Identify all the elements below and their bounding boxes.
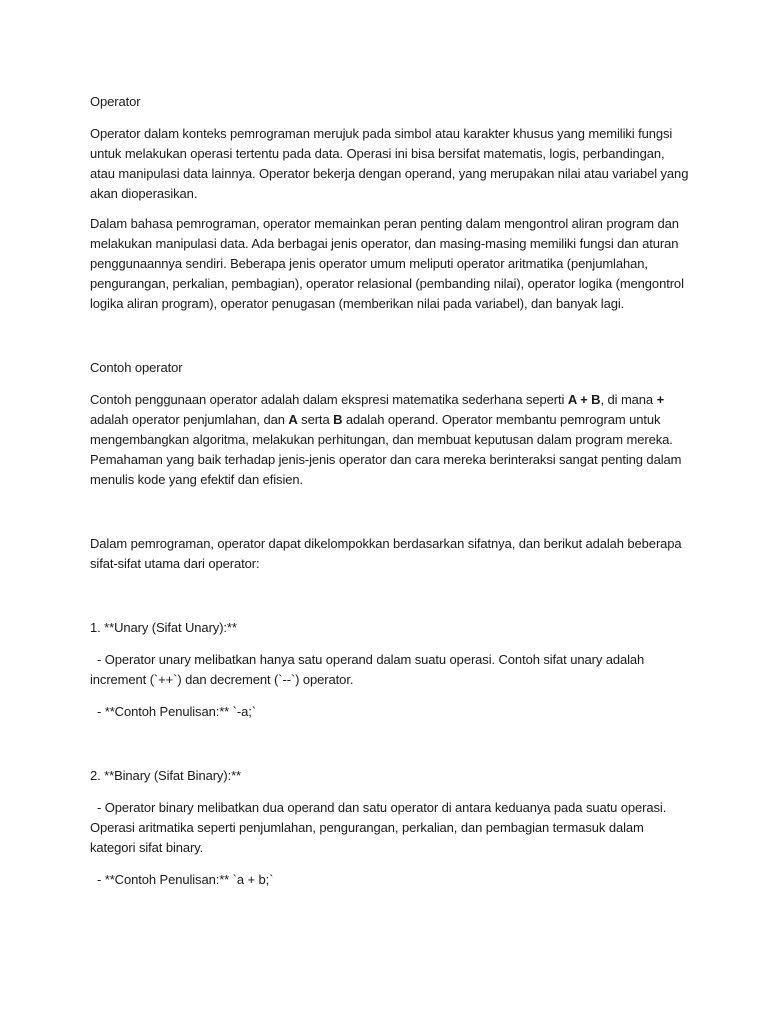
paragraph-example-text: Contoh penggunaan operator adalah dalam ekspresi matematika sederhana seperti [90,392,568,407]
unary-example: - **Contoh Penulisan:** `-a;` [90,704,256,719]
operand-a-bold: A [288,412,298,427]
document-body [90,92,690,890]
binary-description: - Operator binary melibatkan dua operand dan satu operator di antara keduanya pada suatu operasi. Operasi aritmatika seperti penjumlahan, pengurangan, perkalian, dan pembagian termasuk dalam kategori sifat binary. [90,800,667,855]
paragraph-example-text: adalah operator penjumlahan, dan [90,412,289,427]
plus-operator-bold: + [656,392,665,407]
expression-bold: A + B [567,392,601,407]
paragraph-definition: Operator dalam konteks pemrograman merujuk pada simbol atau karakter khusus yang memiliki fungsi untuk melakukan operasi tertentu pada data. Operasi ini bisa bersifat matematis, logis, perbandingan, atau manipulasi data lainnya. Operator bekerja dengan operand, yang merupakan nilai atau variabel yang akan dioperasikan. [90,126,689,201]
unary-description: - Operator unary melibatkan hanya satu operand dalam suatu operasi. Contoh sifat unary adalah increment (`++`) dan decrement (`--`) operator. [90,652,645,687]
heading-contoh-operator: Contoh operator [90,360,183,375]
paragraph-role: Dalam bahasa pemrograman, operator memainkan peran penting dalam mengontrol aliran program dan melakukan manipulasi data. Ada berbagai jenis operator, dan masing-masing memiliki fungsi dan aturan penggunaannya sendiri. Beberapa jenis operator umum meliputi operator aritmatika (penjumlahan, pengurangan, perkalian, pembagian), operator relasional (pembanding nilai), operator logika (mengontrol logika aliran program), operator penugasan (memberikan nilai pada variabel), dan banyak lagi. [90,216,684,311]
heading-operator: Operator [90,94,141,109]
paragraph-classification: Dalam pemrograman, operator dapat dikelompokkan berdasarkan sifatnya, dan berikut adalah beberapa sifat-sifat utama dari operator: [90,536,682,571]
paragraph-example-text: , di mana [600,392,657,407]
binary-heading: 2. **Binary (Sifat Binary):** [90,768,241,783]
operand-b-bold: B [333,412,343,427]
paragraph-example-text: serta [297,412,334,427]
paragraph-example [90,390,690,490]
binary-example: - **Contoh Penulisan:** `a + b;` [90,872,274,887]
unary-heading: 1. **Unary (Sifat Unary):** [90,620,237,635]
paragraph-example-text: adalah operand. Operator membantu pemrogram untuk mengembangkan algoritma, melakukan perhitungan, dan membuat keputusan dalam program mereka. Pemahaman yang baik terhadap jenis-jenis operator dan cara mereka berinteraksi sangat penting dalam menulis kode yang efektif dan efisien. [90,412,682,487]
